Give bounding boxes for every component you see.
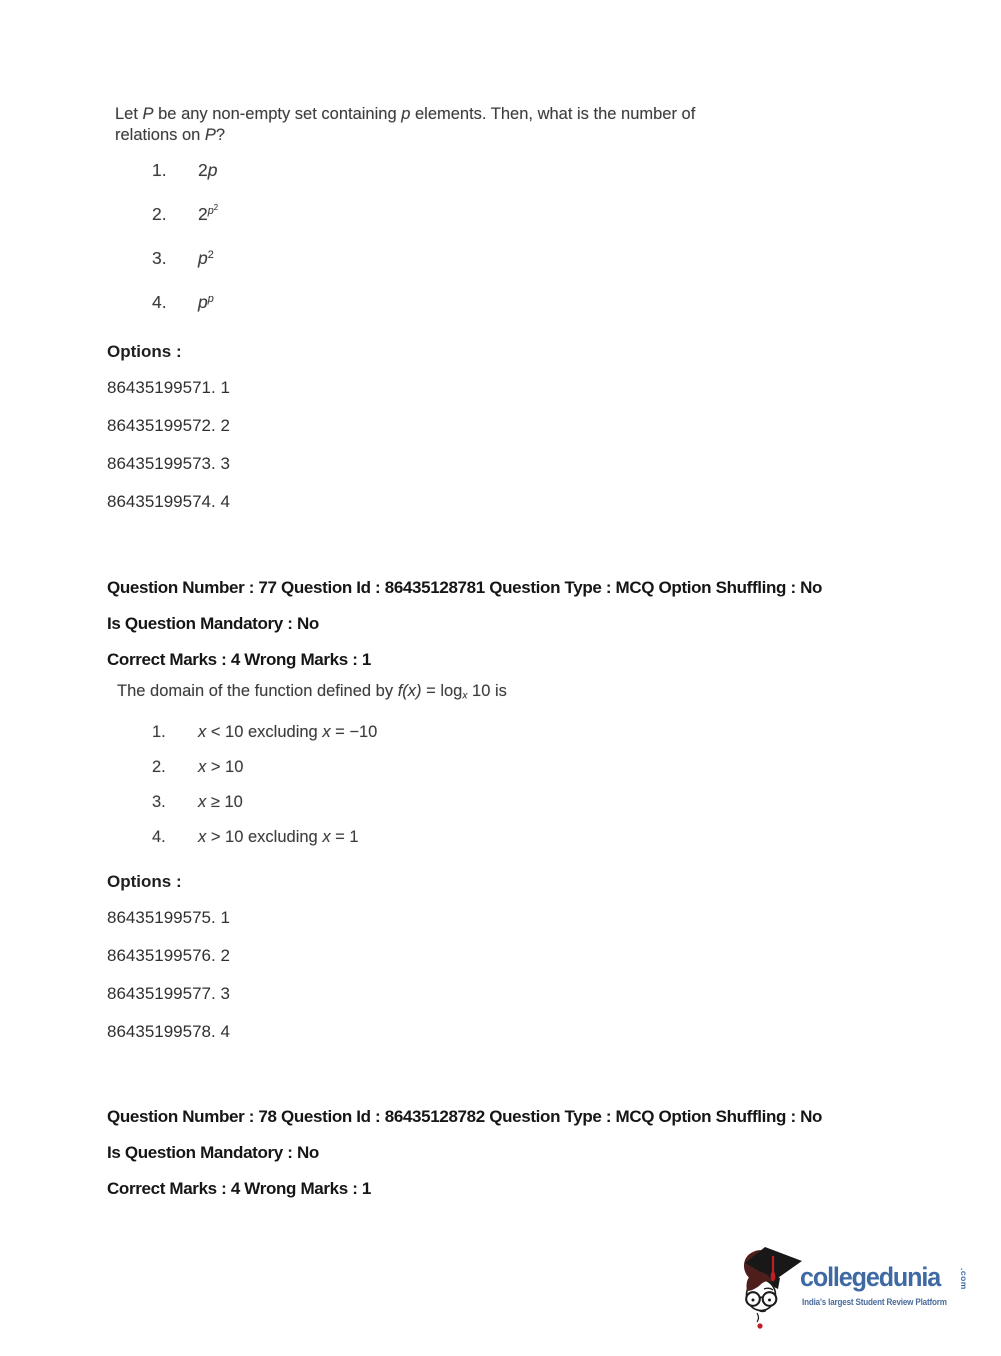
option-value: x ≥ 10 [198,793,243,811]
option-id: 86435199571. 1 [107,378,230,397]
option-id: 86435199572. 2 [107,416,230,435]
question-77-meta-line2: Is Question Mandatory : No [107,614,319,633]
question-76-line1: Let P be any non-empty set containing p elements. Then, what is the number of [115,105,696,123]
option-id: 86435199576. 2 [107,946,230,965]
option-value: x < 10 excluding x = −10 [198,723,378,741]
option-number: 2. [152,758,166,776]
graduation-cap-mascot-icon [740,1246,804,1330]
option-value: $p^p$ [198,291,214,312]
option-id: 86435199575. 1 [107,908,230,927]
question-76-option-3 [152,236,218,280]
question-76-option-4 [152,280,218,324]
question-78-meta-line2: Is Question Mandatory : No [107,1143,319,1162]
question-77-meta-line3: Correct Marks : 4 Wrong Marks : 1 [107,650,371,669]
option-value: $2^{p^2}$ [198,202,219,224]
question-76-option-1 [152,148,218,192]
option-value: $p^2$ [198,247,214,268]
option-number: 1. [152,159,167,180]
option-number: 3. [152,247,167,268]
options-label: Options : [107,342,182,361]
option-value: 2p [198,159,218,180]
option-number: 3. [152,793,166,811]
option-id: 86435199578. 4 [107,1022,230,1041]
question-78-meta-line3: Correct Marks : 4 Wrong Marks : 1 [107,1179,371,1198]
option-number: 4. [152,828,166,846]
option-value: x > 10 excluding x = 1 [198,828,359,846]
question-76-line2: relations on P? [115,126,226,144]
option-number: 4. [152,291,167,312]
brand-name: collegedunia [800,1262,941,1292]
question-77-text: The domain of the function defined by $f(x) = \log_x 10$ is [117,682,507,702]
question-77-option-3 [152,785,377,820]
brand-suffix: .com [959,1268,969,1290]
brand-tagline: India's largest Student Review Platform [802,1297,947,1307]
question-77-option-2 [152,750,377,785]
option-value: x > 10 [198,758,244,776]
collegedunia-logo [740,1246,980,1336]
option-id: 86435199573. 3 [107,454,230,473]
question-76-option-ids [107,369,230,521]
question-77-option-4 [152,820,377,855]
question-76-text [115,104,755,146]
question-77-options [152,715,377,855]
option-id: 86435199574. 4 [107,492,230,511]
question-76-options [152,148,218,324]
question-78-meta [107,1106,822,1214]
question-77-meta [107,577,822,685]
question-76-option-2 [152,192,218,236]
question-77-option-1 [152,715,377,750]
question-77-meta-line1: Question Number : 77 Question Id : 86435128781 Question Type : MCQ Option Shuffling : No [107,578,823,597]
question-77-option-ids [107,899,230,1051]
option-number: 2. [152,203,167,224]
options-label: Options : [107,872,182,891]
option-id: 86435199577. 3 [107,984,230,1003]
question-78-meta-line1: Question Number : 78 Question Id : 86435128782 Question Type : MCQ Option Shuffling : No [107,1107,823,1126]
option-number: 1. [152,723,166,741]
